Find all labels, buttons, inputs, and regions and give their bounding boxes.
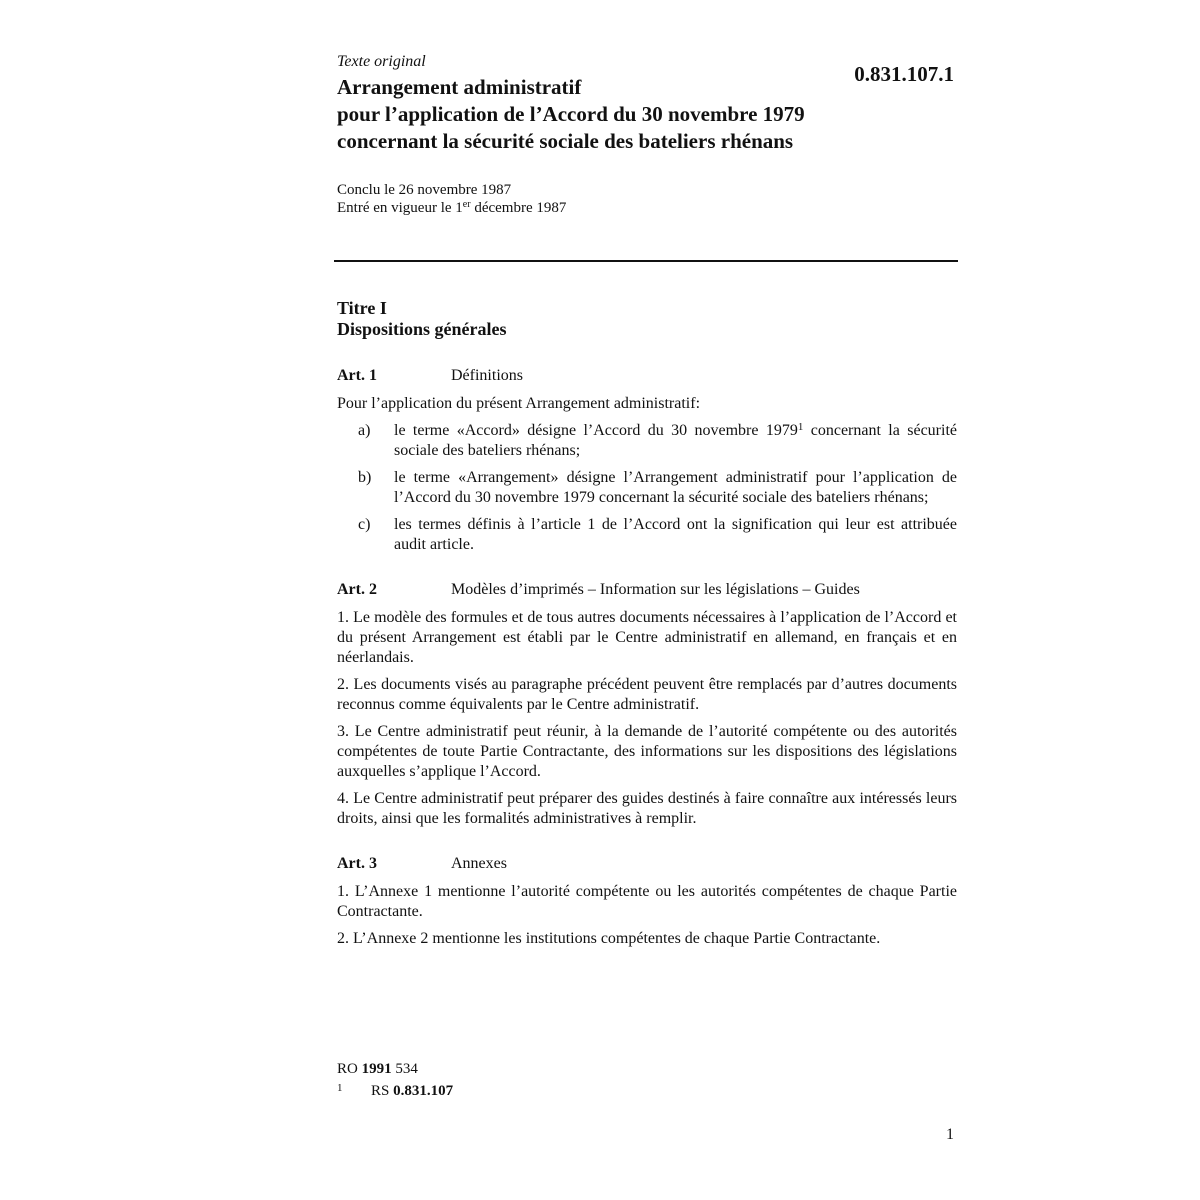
item-text <box>394 421 957 461</box>
titre-label: Titre I <box>337 298 387 318</box>
article-paragraph: 3. Le Centre administratif peut réunir, à la demande de l’autorité compétente ou des autorités compétentes de toute Partie Contractante, des informations sur les dispositions des législations auxquelles s’applique l’Accord. <box>337 723 957 780</box>
article-label: Art. 2 <box>337 581 377 598</box>
item-text-part: le terme «Accord» désigne l’Accord du 30 novembre 1979 <box>394 422 798 439</box>
article-paragraph: 2. Les documents visés au paragraphe précédent peuvent être remplacés par d’autres documents reconnus comme équivalents par le Centre administratif. <box>337 676 957 713</box>
document-title <box>337 74 897 155</box>
sr-number: 0.831.107.1 <box>854 62 954 86</box>
article-paragraph: 4. Le Centre administratif peut préparer des guides destinés à faire connaître aux intéressés leurs droits, ainsi que les formalités administratives à remplir. <box>337 790 957 827</box>
footnote-reference: 1 <box>797 421 804 433</box>
footnote <box>337 1079 453 1101</box>
article-2-heading <box>337 580 957 600</box>
item-letter: c) <box>358 516 371 533</box>
ro-year: 1991 <box>361 1061 392 1077</box>
article-paragraph: 2. L’Annexe 2 mentionne les institutions compétentes de chaque Partie Contractante. <box>337 930 881 947</box>
spacer <box>337 562 957 580</box>
article-title: Définitions <box>451 367 523 384</box>
entry-suffix: décembre 1987 <box>470 200 567 216</box>
article-1-intro: Pour l’application du présent Arrangement administratif: <box>337 395 701 412</box>
titre-title: Dispositions générales <box>337 319 507 339</box>
definition-item <box>337 515 957 555</box>
document-dates <box>337 181 566 217</box>
article-label: Art. 3 <box>337 855 377 872</box>
definition-item <box>337 421 957 461</box>
spacer <box>337 836 957 854</box>
article-3-heading <box>337 854 957 874</box>
item-letter: a) <box>358 422 371 439</box>
article-paragraph: 1. Le modèle des formules et de tous autres documents nécessaires à l’application de l’Accord et du présent Arrangement est établi par le Centre administratif en allemand, en français et en néerlandais. <box>337 609 957 666</box>
document-page <box>337 50 957 1160</box>
concluded-date: Conclu le 26 novembre 1987 <box>337 182 512 198</box>
entry-sup: er <box>462 199 471 210</box>
article-paragraph: 1. L’Annexe 1 mentionne l’autorité compétente ou les autorités compétentes de chaque Partie Contractante. <box>337 883 957 920</box>
footnote-prefix: RS <box>371 1083 394 1099</box>
ro-page: 534 <box>391 1061 418 1077</box>
article-1-heading <box>337 366 957 386</box>
entry-into-force <box>337 199 566 217</box>
page-footnotes <box>337 1060 453 1101</box>
article-title: Modèles d’imprimés – Information sur les législations – Guides <box>451 581 860 598</box>
item-text: les termes définis à l’article 1 de l’Accord ont la signification qui leur est attribuée audit article. <box>394 516 957 553</box>
item-text-part: concernant la sécurité sociale des bateliers rhénans; <box>394 422 957 459</box>
ro-reference <box>337 1060 453 1079</box>
original-text-label: Texte original <box>337 53 426 70</box>
article-label: Art. 1 <box>337 367 377 384</box>
header-divider <box>334 260 958 262</box>
footnote-number: 1 <box>337 1082 343 1094</box>
definition-item <box>337 468 957 508</box>
page-number: 1 <box>946 1126 954 1143</box>
title-line: Arrangement administratif <box>337 75 582 99</box>
title-line: concernant la sécurité sociale des bateliers rhénans <box>337 129 794 153</box>
ro-prefix: RO <box>337 1061 362 1077</box>
article-title: Annexes <box>451 855 507 872</box>
item-letter: b) <box>358 469 372 486</box>
entry-prefix: Entré en vigueur le 1 <box>337 200 463 216</box>
document-body <box>337 366 957 949</box>
title-line: pour l’application de l’Accord du 30 novembre 1979 <box>337 102 805 126</box>
item-text: le terme «Arrangement» désigne l’Arrangement administratif pour l’application de l’Accord du 30 novembre 1979 concernant la sécurité sociale des bateliers rhénans; <box>394 469 957 506</box>
footnote-ref: 0.831.107 <box>393 1083 454 1099</box>
titre-heading <box>337 298 507 340</box>
